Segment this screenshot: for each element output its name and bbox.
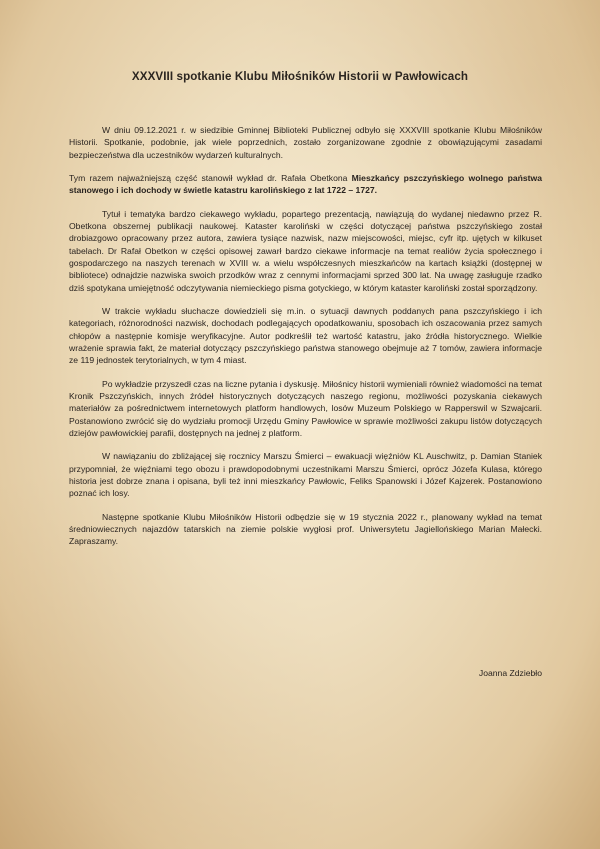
signature: Joanna Zdziebło (478, 668, 542, 678)
paragraph-6: W nawiązaniu do zbliżającej się rocznicy Marszu Śmierci – ewakuacji więźniów KL Auschwitz, p. Damian Staniek przypomniał, że więźniami tego obozu i prawdopodobnymi uczestnikami Marszu Śmierci, oprócz Józefa Kulasa, którego historia jest dobrze znana i opisana, byli też inni mieszkańcy Pawłowic, Feliks Spanowski i Józef Kajzerek. Postanowiono poznać ich losy. (69, 451, 542, 499)
paragraph-2 (69, 172, 542, 197)
lecture-title: Mieszkańcy pszczyńskiego wolnego państwa stanowego i ich dochody w świetle katastru karolińskiego z lat 1722 – 1727. (69, 173, 542, 196)
paragraph-7: Następne spotkanie Klubu Miłośników Historii odbędzie się w 19 stycznia 2022 r., planowany wykład na temat średniowiecznych najazdów tatarskich na ziemie polskie wygłosi prof. Uniwersytetu Jagiellońskiego Marian Małecki. Zapraszamy. (69, 511, 542, 547)
paragraph-3: Tytuł i tematyka bardzo ciekawego wykładu, popartego prezentacją, nawiązują do wydanej niedawno przez R. Obetkona obszernej publikacji naukowej. Kataster karoliński w części dotyczącej państwa pszczyńskiego został drobiazgowo opracowany przez autora, zawiera tysiące nazwisk, nazw miejscowości, miejsc, cyfr itp. ujętych w kilkuset tabelach. Dr Rafał Obetkon w części opisowej zawarł bardzo ciekawe informacje na temat realiów życia społecznego i gospodarczego na naszych terenach w XVIII w. a wielu współczesnych mieszkańców na kartach książki (dostępnej w bibliotece) odnajdzie nazwiska swoich przodków wraz z cennymi informacjami sprzed 300 lat. Na uwagę zasługuje rzadko dziś spotykana umiejętność odczytywania niemieckiego pisma gotyckiego, w którym kataster karoliński został sporządzony. (69, 208, 542, 293)
paragraph-4: W trakcie wykładu słuchacze dowiedzieli się m.in. o sytuacji dawnych poddanych pana pszczyńskiego i ich kategoriach, różnorodności nazwisk, dochodach podlegających opodatkowaniu, sposobach ich oszacowania przez samych chłopów a następnie komisje weryfikacyjne. Autor podkreślił też wartość katastru, jako źródła historycznego. Wielkie wrażenie sprawia fakt, że materiał dotyczący pszczyńskiego państwa stanowego obejmuje aż 7 tomów, zawiera informacje ze 119 jednostek terytorialnych, w tym 4 miast. (69, 306, 542, 366)
document-title: XXXVIII spotkanie Klubu Miłośników Historii w Pawłowicach (131, 70, 469, 83)
paragraph-1: W dniu 09.12.2021 r. w siedzibie Gminnej Biblioteki Publicznej odbyło się XXXVIII spotkanie Klubu Miłośników Historii. Spotkanie, podobnie, jak wiele poprzednich, zostało zorganizowane zgodnie z obowiązującymi zasadami bezpieczeństwa dla uczestników wydarzeń kulturalnych. (69, 125, 542, 160)
paragraph-2-text: Tym razem najważniejszą część stanowił wykład dr. Rafała Obetkona (69, 173, 352, 184)
document-body (69, 124, 542, 559)
paragraph-5: Po wykładzie przyszedł czas na liczne pytania i dyskusję. Miłośnicy historii wymieniali również wiadomości na temat Kronik Pszczyńskich, innych źródeł historycznych dotyczących naszego regionu, możliwości pozyskania ciekawych materiałów za pośrednictwem internetowych platform handlowych, losów Muzeum Polskiego w Rapperswil w Szwajcarii. Postanowiono zwrócić się do wydziału promocji Urzędu Gminy Pawłowice w sprawie możliwości zakupu listów dotyczących dziejów pawłowickiej parafii, dostępnych na jednej z platform. (69, 378, 542, 438)
